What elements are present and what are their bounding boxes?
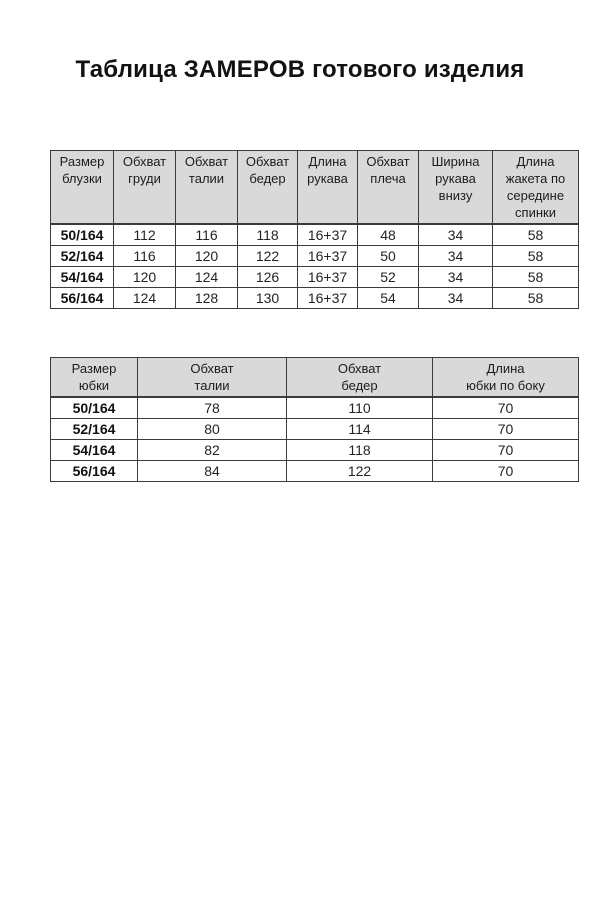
column-header: Длина жакета по середине спинки — [493, 151, 579, 225]
value-cell: 110 — [287, 397, 433, 419]
column-header: Размер блузки — [51, 151, 114, 225]
table-row — [51, 397, 579, 419]
table-row — [51, 267, 579, 288]
size-cell: 54/164 — [51, 440, 138, 461]
value-cell: 122 — [287, 461, 433, 482]
table-row — [51, 419, 579, 440]
value-cell: 130 — [238, 288, 298, 309]
value-cell: 124 — [114, 288, 176, 309]
value-cell: 118 — [287, 440, 433, 461]
value-cell: 52 — [358, 267, 419, 288]
value-cell: 70 — [433, 440, 579, 461]
value-cell: 84 — [138, 461, 287, 482]
value-cell: 16+37 — [298, 288, 358, 309]
value-cell: 54 — [358, 288, 419, 309]
value-cell: 16+37 — [298, 224, 358, 246]
blouse-measurements-table — [50, 150, 579, 309]
column-header: Обхват талии — [138, 358, 287, 398]
value-cell: 118 — [238, 224, 298, 246]
table-row — [51, 440, 579, 461]
size-cell: 52/164 — [51, 246, 114, 267]
value-cell: 120 — [176, 246, 238, 267]
column-header: Ширина рукава внизу — [419, 151, 493, 225]
size-cell: 54/164 — [51, 267, 114, 288]
value-cell: 124 — [176, 267, 238, 288]
column-header: Обхват плеча — [358, 151, 419, 225]
value-cell: 122 — [238, 246, 298, 267]
table-row — [51, 288, 579, 309]
column-header: Обхват груди — [114, 151, 176, 225]
column-header: Обхват бедер — [238, 151, 298, 225]
value-cell: 114 — [287, 419, 433, 440]
value-cell: 70 — [433, 461, 579, 482]
value-cell: 116 — [114, 246, 176, 267]
value-cell: 50 — [358, 246, 419, 267]
size-cell: 50/164 — [51, 224, 114, 246]
table-row — [51, 461, 579, 482]
value-cell: 34 — [419, 246, 493, 267]
value-cell: 78 — [138, 397, 287, 419]
value-cell: 58 — [493, 288, 579, 309]
value-cell: 112 — [114, 224, 176, 246]
table-row — [51, 224, 579, 246]
value-cell: 58 — [493, 246, 579, 267]
value-cell: 82 — [138, 440, 287, 461]
value-cell: 70 — [433, 397, 579, 419]
value-cell: 16+37 — [298, 246, 358, 267]
value-cell: 16+37 — [298, 267, 358, 288]
size-cell: 56/164 — [51, 461, 138, 482]
value-cell: 70 — [433, 419, 579, 440]
value-cell: 34 — [419, 267, 493, 288]
value-cell: 126 — [238, 267, 298, 288]
size-cell: 50/164 — [51, 397, 138, 419]
value-cell: 34 — [419, 224, 493, 246]
column-header: Длина юбки по боку — [433, 358, 579, 398]
size-cell: 56/164 — [51, 288, 114, 309]
value-cell: 80 — [138, 419, 287, 440]
header-row — [51, 358, 579, 398]
skirt-measurements-table — [50, 357, 579, 482]
value-cell: 34 — [419, 288, 493, 309]
value-cell: 58 — [493, 224, 579, 246]
column-header: Длина рукава — [298, 151, 358, 225]
table-row — [51, 246, 579, 267]
column-header: Обхват талии — [176, 151, 238, 225]
header-row — [51, 151, 579, 225]
value-cell: 58 — [493, 267, 579, 288]
column-header: Размер юбки — [51, 358, 138, 398]
value-cell: 116 — [176, 224, 238, 246]
page-title: Таблица ЗАМЕРОВ готового изделия — [75, 56, 525, 83]
value-cell: 120 — [114, 267, 176, 288]
value-cell: 48 — [358, 224, 419, 246]
value-cell: 128 — [176, 288, 238, 309]
size-cell: 52/164 — [51, 419, 138, 440]
column-header: Обхват бедер — [287, 358, 433, 398]
